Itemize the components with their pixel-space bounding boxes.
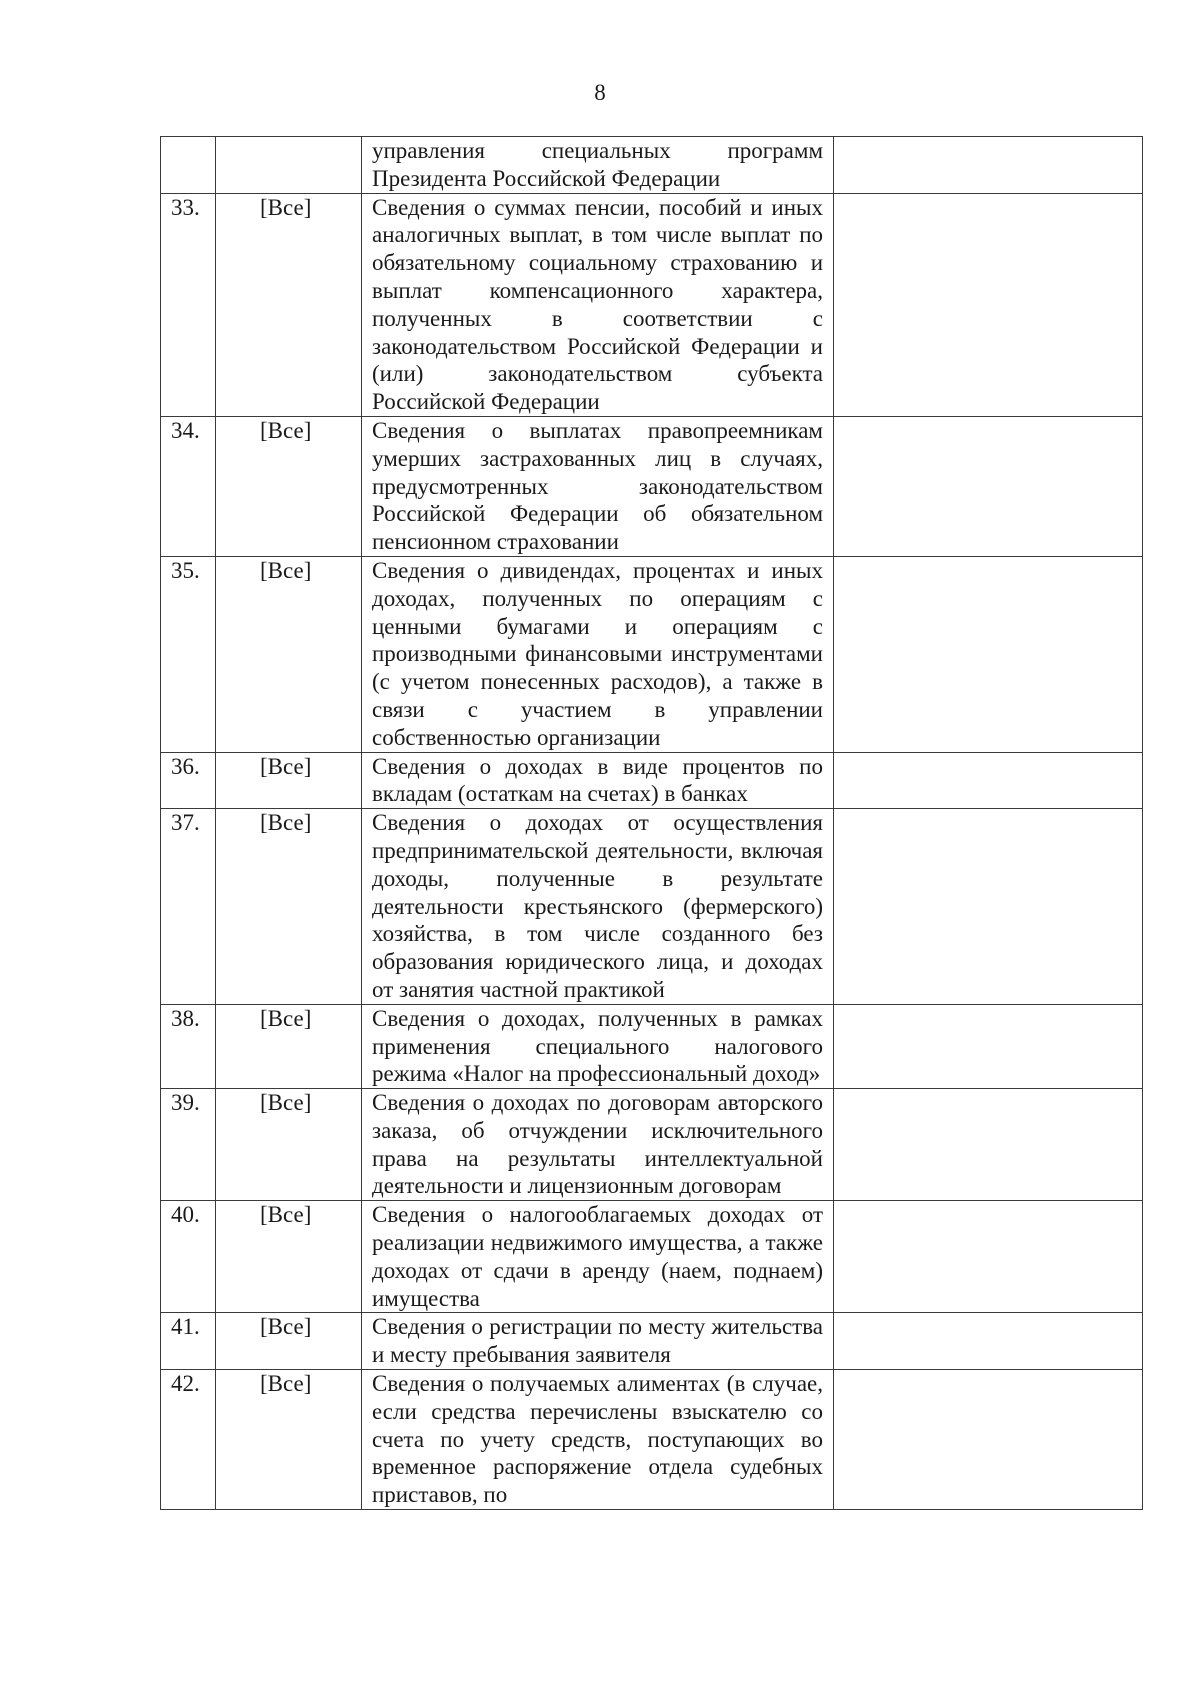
row-scope: [Все]	[216, 1004, 362, 1088]
row-number: 38.	[161, 1004, 216, 1088]
row-number	[161, 137, 216, 194]
row-scope	[216, 137, 362, 194]
row-note	[834, 556, 1143, 752]
table-row	[161, 752, 1143, 809]
row-note	[834, 416, 1143, 556]
row-scope: [Все]	[216, 193, 362, 416]
row-description: Сведения о доходах по договорам авторского заказа, об отчуждении исключительного права на результаты интеллектуальной деятельности и лицензионным договорам	[362, 1089, 834, 1201]
row-scope: [Все]	[216, 556, 362, 752]
table-row	[161, 556, 1143, 752]
table-row	[161, 1089, 1143, 1201]
row-number: 41.	[161, 1313, 216, 1370]
table-row	[161, 416, 1143, 556]
row-note	[834, 1201, 1143, 1313]
row-number: 33.	[161, 193, 216, 416]
row-scope: [Все]	[216, 1201, 362, 1313]
row-note	[834, 1370, 1143, 1510]
row-scope: [Все]	[216, 1089, 362, 1201]
row-number: 42.	[161, 1370, 216, 1510]
row-scope: [Все]	[216, 1313, 362, 1370]
row-description: управления специальных программ Президента Российской Федерации	[362, 137, 834, 194]
row-description: Сведения о выплатах правопреемникам умерших застрахованных лиц в случаях, предусмотренных законодательством Российской Федерации об обязательном пенсионном страховании	[362, 416, 834, 556]
row-description: Сведения о доходах от осуществления предпринимательской деятельности, включая доходы, полученные в результате деятельности крестьянского (фермерского) хозяйства, в том числе созданного без образования юридического лица, и доходах от занятия частной практикой	[362, 809, 834, 1005]
row-note	[834, 809, 1143, 1005]
table-row	[161, 137, 1143, 194]
row-scope: [Все]	[216, 752, 362, 809]
table-row	[161, 1201, 1143, 1313]
row-description: Сведения о доходах, полученных в рамках применения специального налогового режима «Налог на профессиональный доход»	[362, 1004, 834, 1088]
row-number: 36.	[161, 752, 216, 809]
row-note	[834, 1089, 1143, 1201]
row-note	[834, 752, 1143, 809]
table-row	[161, 1370, 1143, 1510]
row-number: 35.	[161, 556, 216, 752]
row-note	[834, 193, 1143, 416]
row-number: 40.	[161, 1201, 216, 1313]
row-description: Сведения о дивидендах, процентах и иных доходах, полученных по операциям с ценными бумагами и операциям с производными финансовыми инструментами (с учетом понесенных расходов), а также в связи с участием в управлении собственностью организации	[362, 556, 834, 752]
table-row	[161, 1313, 1143, 1370]
row-scope: [Все]	[216, 1370, 362, 1510]
table-row	[161, 193, 1143, 416]
page-number: 8	[594, 80, 606, 105]
row-note	[834, 1313, 1143, 1370]
row-description: Сведения о доходах в виде процентов по вкладам (остаткам на счетах) в банках	[362, 752, 834, 809]
row-note	[834, 137, 1143, 194]
row-scope: [Все]	[216, 809, 362, 1005]
row-description: Сведения о суммах пенсии, пособий и иных аналогичных выплат, в том числе выплат по обязательному социальному страхованию и выплат компенсационного характера, полученных в соответствии с законодательством Российской Федерации и (или) законодательством субъекта Российской Федерации	[362, 193, 834, 416]
row-description: Сведения о получаемых алиментах (в случае, если средства перечислены взыскателю со счета по учету средств, поступающих во временное распоряжение отдела судебных приставов, по	[362, 1370, 834, 1510]
row-number: 39.	[161, 1089, 216, 1201]
row-number: 34.	[161, 416, 216, 556]
row-description: Сведения о налогооблагаемых доходах от реализации недвижимого имущества, а также доходах от сдачи в аренду (наем, поднаем) имущества	[362, 1201, 834, 1313]
table-row	[161, 1004, 1143, 1088]
document-table	[160, 136, 1143, 1510]
row-note	[834, 1004, 1143, 1088]
table-row	[161, 809, 1143, 1005]
row-scope: [Все]	[216, 416, 362, 556]
row-description: Сведения о регистрации по месту жительства и месту пребывания заявителя	[362, 1313, 834, 1370]
row-number: 37.	[161, 809, 216, 1005]
